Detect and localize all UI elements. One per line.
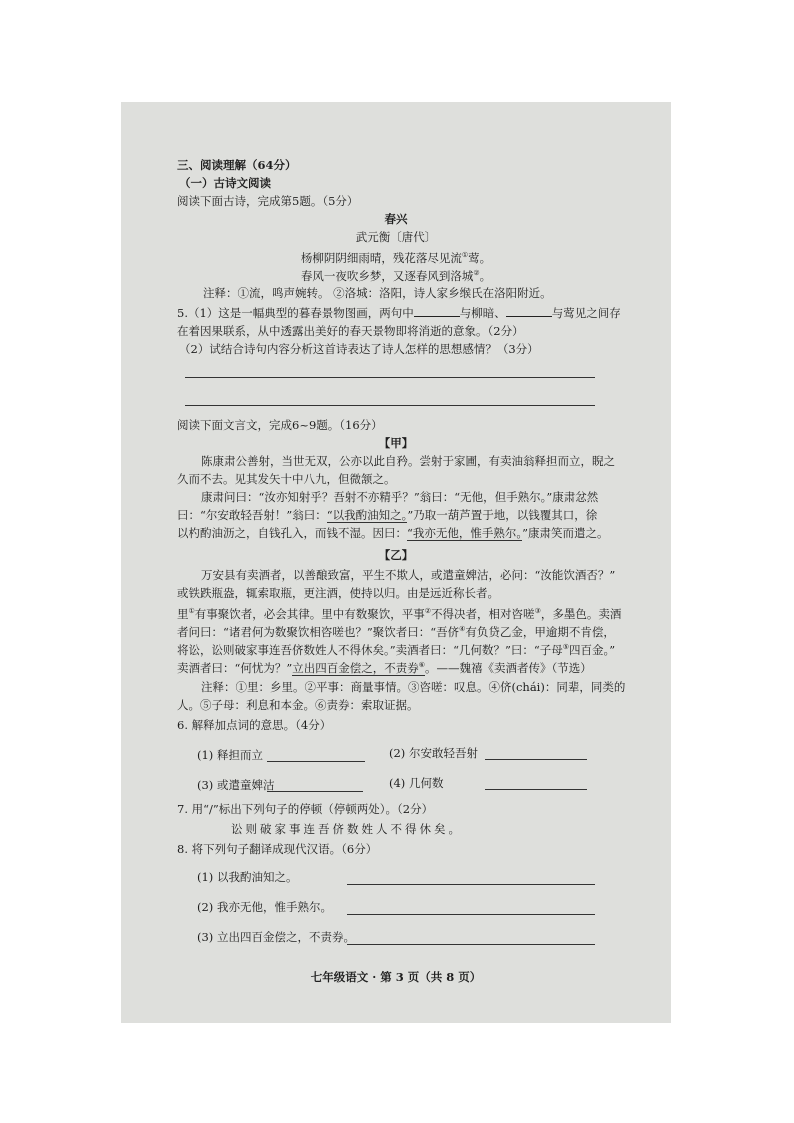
answer-line[interactable]: [267, 761, 365, 762]
passage-yi-note: 注释：①里：乡里。②平事：商量事情。③咨嗟：叹息。④侪(chái)：同辈，同类的: [201, 680, 626, 694]
passage-jia-line: 曰：“尔安敢轻吾射！”翁曰：“以我酌油知之。”乃取一葫芦置于地，以钱覆其口，徐: [177, 508, 598, 522]
question-5-2: （2）试结合诗句内容分析这首诗表达了诗人怎样的思想感情？（3分）: [179, 342, 539, 356]
question-8-item-1: (1) 以我酌油知之。: [197, 870, 298, 884]
question-7-stem: 7. 用“/”标出下列句子的停顿（停顿两处）。（2分）: [177, 802, 434, 816]
poem-line-1: 杨柳阴阴细雨晴，残花落尽见流①莺。: [300, 250, 492, 265]
passage-yi-label: 【乙】: [378, 548, 414, 562]
exam-page: [121, 102, 671, 1023]
answer-line[interactable]: [267, 791, 363, 792]
answer-line[interactable]: [485, 759, 587, 760]
question-6-item-1: (1) 释担而立: [197, 748, 263, 762]
question-6-stem: 6. 解释加点词的意思。（4分）: [177, 718, 332, 732]
answer-line[interactable]: [347, 944, 595, 945]
poem-note: 注释：①流，鸣声婉转。 ②洛城：洛阳，诗人家乡缑氏在洛阳附近。: [203, 286, 552, 300]
passage-yi-note: 人。⑤子母：利息和本金。⑥责券：索取证据。: [177, 698, 419, 712]
answer-line[interactable]: [185, 405, 595, 406]
poem-intro: 阅读下面古诗，完成第5题。（5分）: [177, 194, 359, 208]
passage-yi-line: 者问曰：“诸君何为数聚饮相咨嗟也？”聚饮者曰：“吾侪④有负贷乙金，甲逾期不肯偿，: [177, 624, 615, 639]
question-6-item-3: (3) 或遣童婢沽: [197, 778, 275, 792]
answer-line[interactable]: [185, 377, 595, 378]
prose-intro: 阅读下面文言文，完成6~9题。（16分）: [177, 418, 383, 432]
question-7-sentence: 讼则破家事连吾侪数姓人不得休矣。: [231, 822, 463, 836]
question-8-item-2: (2) 我亦无他，惟手熟尔。: [197, 900, 332, 914]
section-title: 三、阅读理解（64分）: [177, 158, 297, 172]
passage-jia-line: 陈康肃公善射，当世无双，公亦以此自矜。尝射于家圃，有卖油翁释担而立，睨之: [201, 454, 615, 468]
underlined-sentence: 立出四百金偿之，不责券⑥: [292, 660, 426, 675]
poem-section-heading: （一）古诗文阅读: [179, 176, 271, 190]
poem-line-2: 春风一夜吹乡梦，又逐春风到洛城②。: [300, 268, 492, 283]
passage-yi-line: 万安县有卖酒者，以善酿致富，平生不欺人，或遣童婢沽，必问：“汝能饮酒否？”: [201, 568, 616, 582]
question-8-stem: 8. 将下列句子翻译成现代汉语。（6分）: [177, 842, 378, 856]
answer-line[interactable]: [485, 789, 587, 790]
passage-jia-label: 【甲】: [378, 436, 414, 450]
passage-yi-line: 里①有事聚饮者，必会其律。里中有数聚饮，平事②不得决者，相对咨嗟③，多墨色。卖酒: [177, 606, 622, 621]
question-6-item-2: (2) 尔安敢轻吾射: [389, 746, 478, 760]
question-5-1: 5.（1）这是一幅典型的暮春景物图画，两句中 与柳暗、 与莺见之间存: [177, 306, 621, 320]
answer-line[interactable]: [347, 884, 595, 885]
poem-author: 武元衡〔唐代〕: [355, 230, 437, 244]
passage-yi-line: 卖酒者曰：“何忧为？”立出四百金偿之，不责券⑥。——魏禧《卖酒者传》（节选）: [177, 660, 592, 675]
passage-jia-line: 康肃问曰：“汝亦知射乎？吾射不亦精乎？”翁曰：“无他，但手熟尔。”康肃忿然: [201, 490, 599, 504]
answer-blank[interactable]: [414, 316, 460, 317]
passage-yi-line: 将讼，讼则破家事连吾侪数姓人不得休矣。”卖酒者曰：“几何数？”曰：“子母⑤四百金。”: [177, 642, 616, 657]
underlined-sentence: “以我酌油知之。: [326, 508, 408, 522]
passage-yi-line: 或铁跌瓶盎，辄索取瓶，更注酒，使持以归。由是远近称长者。: [177, 586, 499, 600]
question-6-item-4: (4) 几何数: [389, 776, 444, 790]
question-8-item-3: (3) 立出四百金偿之，不责券。: [197, 930, 355, 944]
passage-jia-line: 久而不去。见其发矢十中八九，但微颔之。: [177, 472, 396, 486]
page-footer: 七年级语文 · 第 3 页（共 8 页）: [310, 970, 482, 984]
underlined-sentence: “我亦无他，惟手熟尔。: [407, 526, 523, 540]
poem-title: 春兴: [384, 212, 408, 226]
answer-line[interactable]: [347, 914, 595, 915]
passage-jia-line: 以杓酌油沥之，自钱孔入，而钱不湿。因曰：“我亦无他，惟手熟尔。”康肃笑而遣之。: [177, 526, 609, 540]
question-5-1-cont: 在着因果联系，从中透露出美好的春天景物即将消逝的意象。（2分）: [177, 324, 524, 338]
answer-blank[interactable]: [506, 316, 552, 317]
